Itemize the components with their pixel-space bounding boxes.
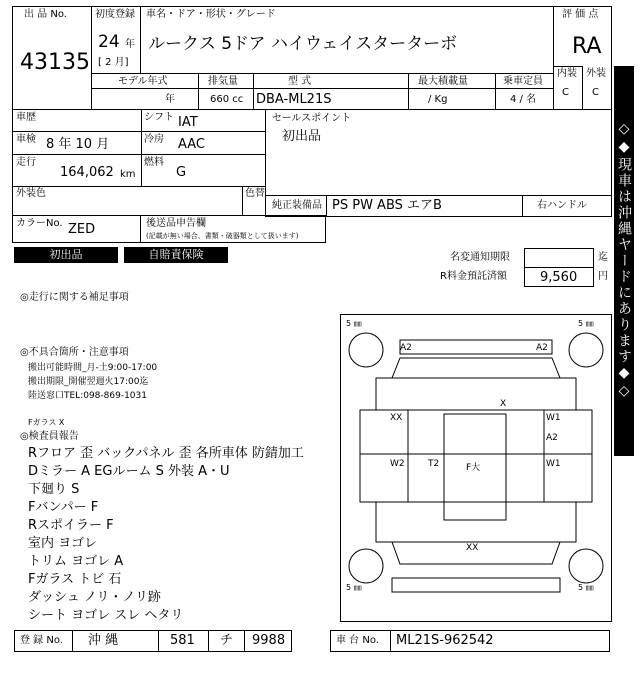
mileage-unit: km (120, 169, 136, 180)
inspector-title: ◎検査員報告 (20, 431, 79, 442)
inspector-line: トリム ヨゴレ A (28, 554, 124, 569)
displacement-value: 660 cc (210, 94, 244, 105)
model-label: 車名・ドア・形状・グレード (146, 9, 276, 20)
sales-point-value: 初出品 (282, 129, 322, 144)
mark: XX (466, 543, 479, 553)
inspection-value: 8 年 10 月 (46, 137, 110, 152)
chassis-number: ML21S-962542 (396, 633, 494, 648)
deadline-label: 名変通知期限 (450, 252, 510, 263)
liability-insurance-banner: 自賠責保険 (124, 247, 228, 263)
recycle-amount: 9,560 (540, 270, 578, 285)
mark: A2 (400, 343, 412, 353)
model-year-unit: 年 (165, 94, 175, 105)
mark: W1 (546, 459, 561, 469)
body-sides (360, 410, 592, 502)
year-unit: 年 (125, 39, 135, 50)
grade-value: RA (572, 34, 602, 59)
wheel-rear-right (569, 549, 603, 583)
inspector-line: 下廻り S (28, 482, 80, 497)
equipment-label: 純正装備品 (272, 200, 322, 211)
deadline-value-box (524, 248, 594, 268)
recycle-label: R料金預託済額 (440, 271, 507, 282)
fglass-note: Fガラス X (28, 418, 65, 427)
inspector-line: Fバンパー F (28, 500, 99, 515)
recycle-unit: 円 (598, 271, 608, 282)
front-bumper (400, 340, 552, 354)
defect-notes-title: ◎不具合箇所・注意事項 (20, 347, 129, 358)
mark: F大 (466, 463, 481, 473)
registration-kana: チ (220, 633, 234, 648)
ext-color-box (12, 186, 266, 216)
mark: A2 (546, 433, 558, 443)
chassis-label: 車 台 No. (336, 635, 379, 646)
tire-label-rear-right: 5 ㎜ (578, 583, 594, 592)
tire-label-rear-left: 5 ㎜ (346, 583, 362, 592)
mark: W2 (390, 459, 405, 469)
defect-line: 搬出可能時間_月-土9:00-17:00 (28, 363, 158, 373)
tire-label-front-left: 5 ㎜ (346, 319, 362, 328)
front-fenders (376, 378, 576, 410)
first-reg-label: 初度登録 (95, 9, 135, 20)
registration-class: 581 (170, 633, 195, 648)
type-label: 型 式 (288, 76, 312, 87)
capacity-value: 4 / 名 (510, 94, 537, 105)
ac-value: AAC (178, 137, 205, 152)
fuel-value: G (176, 165, 187, 180)
inspection-label: 車検 (16, 134, 36, 145)
equipment-value: PS PW ABS エアB (332, 198, 442, 213)
hood (392, 358, 560, 378)
type-value: DBA-ML21S (256, 92, 332, 107)
registration-label: 登 録 No. (20, 635, 63, 646)
inspector-line: Rスポイラー F (28, 518, 114, 533)
first-reg-year: 24 (98, 32, 120, 52)
wheel-front-right (569, 333, 603, 367)
mileage-value: 164,062 (60, 165, 114, 180)
inspector-line: ダッシュ ノリ・ノリ跡 (28, 590, 161, 605)
first-reg-month: [ 2 月] (98, 57, 129, 68)
exterior-label: 外装 (586, 68, 606, 79)
location-sidebar: ◇◆現車は沖縄ヤードにあります◆◇ (614, 66, 634, 456)
deadline-unit: 迄 (598, 252, 608, 263)
color-no-value: ZED (68, 222, 96, 237)
mark: XX (390, 413, 403, 423)
sales-point-label: セールスポイント (272, 113, 352, 124)
rear-bumper (392, 578, 560, 592)
lot-no-label: 出 品 No. (24, 9, 67, 20)
shift-value: IAT (178, 115, 198, 130)
exterior-grade: C (592, 87, 599, 98)
wheel-front-left (349, 333, 383, 367)
history-label: 車歴 (16, 112, 36, 123)
capacity-label: 乗車定員 (503, 76, 543, 87)
model-name: ルークス 5ドア ハイウェイスターターボ (148, 34, 458, 54)
mileage-label: 走行 (16, 157, 36, 168)
lot-number: 43135 (20, 50, 90, 75)
steering-value: 右ハンドル (537, 200, 587, 211)
fuel-label: 燃料 (144, 157, 164, 168)
ext-color-label: 外装色 (16, 188, 46, 199)
tire-label-front-right: 5 ㎜ (578, 319, 594, 328)
color-change-label: 色替 (245, 188, 265, 199)
rear-declare-note: (記載が無い場合、書類・破器類として扱います) (146, 232, 299, 240)
mark: A2 (536, 343, 548, 353)
wheel-rear-left (349, 549, 383, 583)
shift-label: シフト (144, 112, 174, 123)
load-label: 最大積載量 (418, 76, 468, 87)
ac-label: 冷房 (144, 134, 164, 145)
grade-label: 評 価 点 (562, 9, 599, 20)
car-damage-diagram (340, 314, 612, 622)
interior-grade: C (562, 87, 569, 98)
load-unit: / Kg (428, 94, 448, 105)
model-year-label: モデル年式 (118, 76, 168, 87)
defect-line: 搬出期限_開催翌週火17:00迄 (28, 377, 149, 387)
displacement-label: 排気量 (208, 76, 238, 87)
registration-region: 沖 縄 (88, 633, 119, 648)
mark: T2 (428, 459, 440, 469)
first-listing-banner: 初出品 (14, 247, 118, 263)
rear-declare-label: 後送品申告欄 (146, 218, 206, 229)
color-no-label: カラーNo. (16, 218, 63, 229)
inspector-line: Dミラー A EGルーム S 外装 A・U (28, 464, 230, 479)
inspector-line: 室内 ヨゴレ (28, 536, 98, 551)
mark: X (500, 399, 507, 409)
inspector-line: Rフロア 歪 バックパネル 歪 各所車体 防錆加工 (28, 446, 304, 461)
registration-number: 9988 (252, 633, 286, 648)
driving-notes-title: ◎走行に関する補足事項 (20, 292, 129, 303)
defect-line: 陸送窓口TEL:098-869-1031 (28, 391, 147, 401)
mark: W1 (546, 413, 561, 423)
inspector-line: シート ヨゴレ スレ ヘタリ (28, 608, 184, 623)
inspector-line: Fガラス トビ 石 (28, 572, 122, 587)
rear-quarters (376, 502, 576, 542)
interior-label: 内装 (557, 68, 577, 79)
